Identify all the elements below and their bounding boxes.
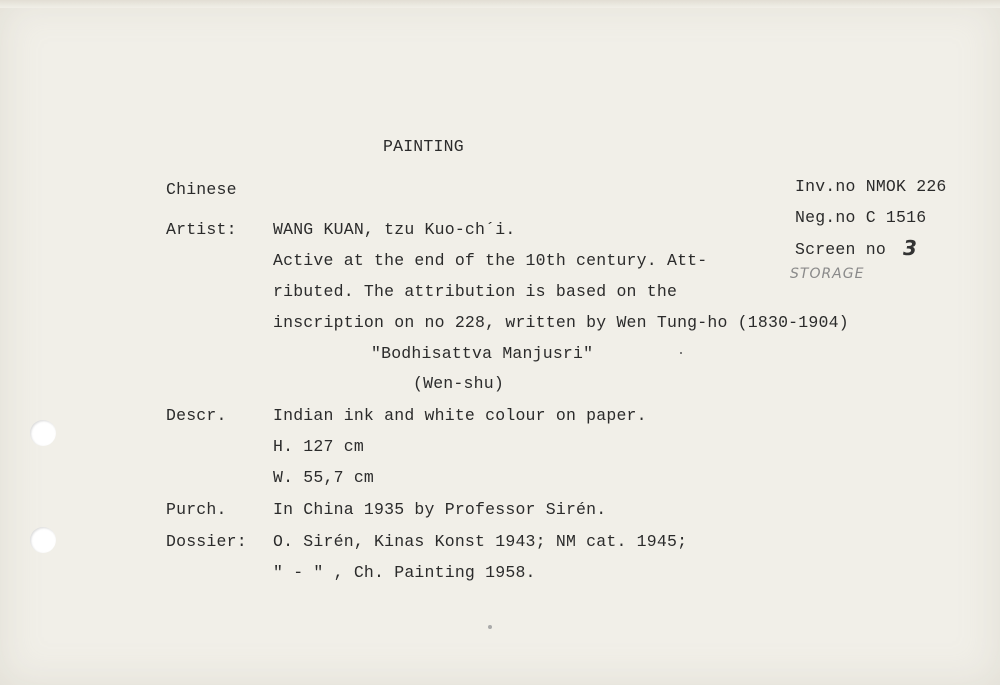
- artist-line-3: ributed. The attribution is based on the: [273, 282, 678, 301]
- ink-speck: [680, 352, 682, 354]
- dossier-line-2: " - " , Ch. Painting 1958.: [273, 563, 536, 582]
- artist-label: Artist:: [166, 220, 237, 239]
- inventory-number: Inv.no NMOK 226: [795, 177, 947, 196]
- screen-number-handwritten: 3: [903, 236, 917, 260]
- purch-label: Purch.: [166, 500, 227, 519]
- artist-line-4: inscription on no 228, written by Wen Tung-ho (1830-1904): [273, 313, 849, 332]
- screen-number-label: Screen no: [795, 240, 886, 259]
- punch-hole-lower: [30, 527, 56, 553]
- card-heading: PAINTING: [383, 137, 464, 156]
- card-top-edge: [0, 0, 1000, 8]
- dossier-line-1: O. Sirén, Kinas Konst 1943; NM cat. 1945;: [273, 532, 688, 551]
- storage-handwritten-note: STORAGE: [790, 266, 865, 282]
- descr-height: H. 127 cm: [273, 437, 364, 456]
- negative-number: Neg.no C 1516: [795, 208, 927, 227]
- artwork-title: "Bodhisattva Manjusri": [371, 344, 594, 363]
- artist-name: WANG KUAN, tzu Kuo-ch´i.: [273, 220, 516, 239]
- purch-text: In China 1935 by Professor Sirén.: [273, 500, 607, 519]
- descr-medium: Indian ink and white colour on paper.: [273, 406, 647, 425]
- punch-hole-upper: [30, 420, 56, 446]
- dossier-label: Dossier:: [166, 532, 247, 551]
- artist-line-2: Active at the end of the 10th century. Att-: [273, 251, 708, 270]
- artwork-subtitle: (Wen-shu): [413, 374, 504, 393]
- descr-label: Descr.: [166, 406, 227, 425]
- culture-label: Chinese: [166, 180, 237, 199]
- paper-mark: [488, 625, 492, 629]
- descr-width: W. 55,7 cm: [273, 468, 375, 487]
